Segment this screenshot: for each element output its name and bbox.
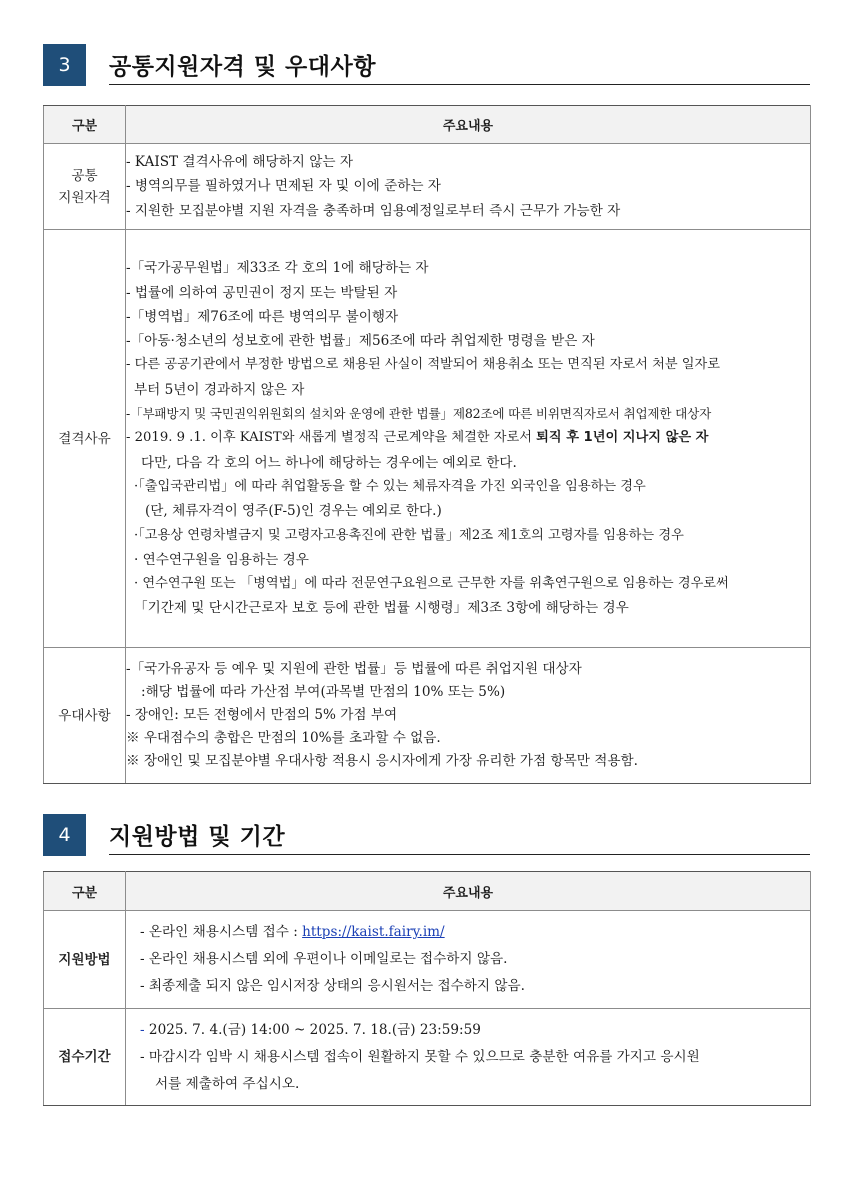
section-title: 지원방법 및 기간 bbox=[109, 824, 286, 850]
qualification-table bbox=[43, 105, 811, 784]
content-line: (단, 체류자격이 영주(F-5)인 경우는 예외로 한다.) bbox=[145, 503, 442, 520]
content-line: - 최종제출 되지 않은 임시저장 상태의 응시원서는 접수하지 않음. bbox=[140, 978, 525, 994]
label-line: 지원자격 bbox=[58, 189, 111, 206]
table-header-row bbox=[44, 106, 811, 144]
content-line: :해당 법률에 따라 가산점 부여(과목별 만점의 10% 또는 5%) bbox=[141, 684, 506, 700]
content-line: 부터 5년이 경과하지 않은 자 bbox=[134, 381, 305, 398]
row-label: 우대사항 bbox=[44, 648, 126, 784]
row-content bbox=[126, 230, 811, 648]
application-system-link[interactable]: https://kaist.fairy.im/ bbox=[302, 924, 445, 940]
content-line: ·「고용상 연령차별금지 및 고령자고용촉진에 관한 법률」제2조 제1호의 고령자를 임용하는 경우 bbox=[134, 527, 684, 543]
table-row-common-qualification bbox=[44, 144, 811, 230]
row-label: 접수기간 bbox=[44, 1009, 126, 1106]
emphasis-text: 퇴직 후 1년이 지나지 않은 자 bbox=[536, 430, 709, 446]
table-row-application-method bbox=[44, 911, 811, 1009]
row-content bbox=[126, 144, 811, 230]
section-4-heading bbox=[43, 814, 810, 858]
table-row-disqualification bbox=[44, 230, 811, 648]
content-line: - 병역의무를 필하였거나 면제된 자 및 이에 준하는 자 bbox=[126, 178, 441, 195]
content-line: - 온라인 채용시스템 외에 우편이나 이메일로는 접수하지 않음. bbox=[140, 951, 508, 967]
content-line: ·「출입국관리법」에 따라 취업활동을 할 수 있는 체류자격을 가진 외국인을 임용하는 경우 bbox=[134, 478, 646, 494]
label-line: 공통 bbox=[71, 167, 98, 184]
content-line bbox=[140, 919, 810, 946]
content-line: 「기간제 및 단시간근로자 보호 등에 관한 법률 시행령」제3조 3항에 해당하는 경우 bbox=[134, 600, 629, 617]
content-line: ※ 우대점수의 총합은 만점의 10%를 초과할 수 없음. bbox=[126, 730, 441, 746]
row-label: 지원방법 bbox=[44, 911, 126, 1009]
content-line: · 연수연구원 또는 「병역법」에 따라 전문연구요원으로 근무한 자를 위촉연구원으로 임용하는 경우로써 bbox=[134, 576, 729, 592]
header-main-content: 주요내용 bbox=[126, 872, 811, 911]
content-text: - 온라인 채용시스템 접수 : bbox=[140, 924, 303, 940]
content-line: -「국가유공자 등 예우 및 지원에 관한 법률」등 법률에 따른 취업지원 대상자 bbox=[126, 661, 582, 677]
period-text: 2025. 7. 4.(금) 14:00 ~ 2025. 7. 18.(금) 23:59:59 bbox=[144, 1021, 481, 1038]
content-text: - 2019. 9 .1. 이후 KAIST와 새롭게 별정직 근로계약을 체결한 자로서 bbox=[126, 430, 537, 446]
content-line: - 다른 공공기관에서 부정한 방법으로 채용된 사실이 적발되어 채용취소 또는 면직된 자로서 처분 일자로 bbox=[126, 357, 720, 373]
table-row-preferential bbox=[44, 648, 811, 784]
header-main-content: 주요내용 bbox=[126, 106, 811, 144]
content-line: - 마감시각 임박 시 채용시스템 접속이 원활하지 못할 수 있으므로 충분한 여유를 가지고 응시원 bbox=[140, 1048, 700, 1065]
content-line: - KAIST 결격사유에 해당하지 않는 자 bbox=[126, 154, 353, 171]
content-line: 서를 제출하여 주십시오. bbox=[155, 1075, 300, 1092]
content-line bbox=[126, 426, 810, 450]
row-label: 결격사유 bbox=[44, 230, 126, 648]
section-number-badge: 3 bbox=[43, 44, 86, 86]
section-3-heading bbox=[43, 44, 810, 88]
content-line: ※ 장애인 및 모집분야별 우대사항 적용시 응시자에게 가장 유리한 가점 항목만 적용함. bbox=[126, 753, 638, 769]
content-line: - 지원한 모집분야별 지원 자격을 충족하며 임용예정일로부터 즉시 근무가 가능한 자 bbox=[126, 202, 621, 219]
content-line: -「병역법」제76조에 따른 병역의무 불이행자 bbox=[126, 308, 399, 325]
content-line: -「국가공무원법」제33조 각 호의 1에 해당하는 자 bbox=[126, 260, 429, 277]
content-line bbox=[140, 1017, 810, 1044]
row-content bbox=[126, 1009, 811, 1106]
header-category: 구분 bbox=[44, 106, 126, 144]
section-title: 공통지원자격 및 우대사항 bbox=[109, 54, 376, 80]
row-content bbox=[126, 911, 811, 1009]
content-line: · 연수연구원을 임용하는 경우 bbox=[134, 551, 309, 568]
row-label bbox=[44, 144, 126, 230]
section-title-rule bbox=[109, 854, 810, 855]
content-line: -「부패방지 및 국민권익위원회의 설치와 운영에 관한 법률」제82조에 따른 비위면직자로서 취업제한 대상자 bbox=[126, 406, 712, 422]
content-line: 다만, 다음 각 호의 어느 하나에 해당하는 경우에는 예외로 한다. bbox=[141, 454, 517, 471]
header-category: 구분 bbox=[44, 872, 126, 911]
content-line: -「아동·청소년의 성보호에 관한 법률」제56조에 따라 취업제한 명령을 받은 자 bbox=[126, 333, 595, 350]
section-title-rule bbox=[109, 84, 810, 85]
row-content bbox=[126, 648, 811, 784]
table-header-row bbox=[44, 872, 811, 911]
application-table bbox=[43, 871, 811, 1106]
bullet-dash: - bbox=[140, 1021, 145, 1038]
content-line: - 법률에 의하여 공민권이 정지 또는 박탈된 자 bbox=[126, 284, 398, 301]
content-line: - 장애인: 모든 전형에서 만점의 5% 가점 부여 bbox=[126, 707, 398, 723]
table-row-application-period bbox=[44, 1009, 811, 1106]
section-number-badge: 4 bbox=[43, 814, 86, 856]
